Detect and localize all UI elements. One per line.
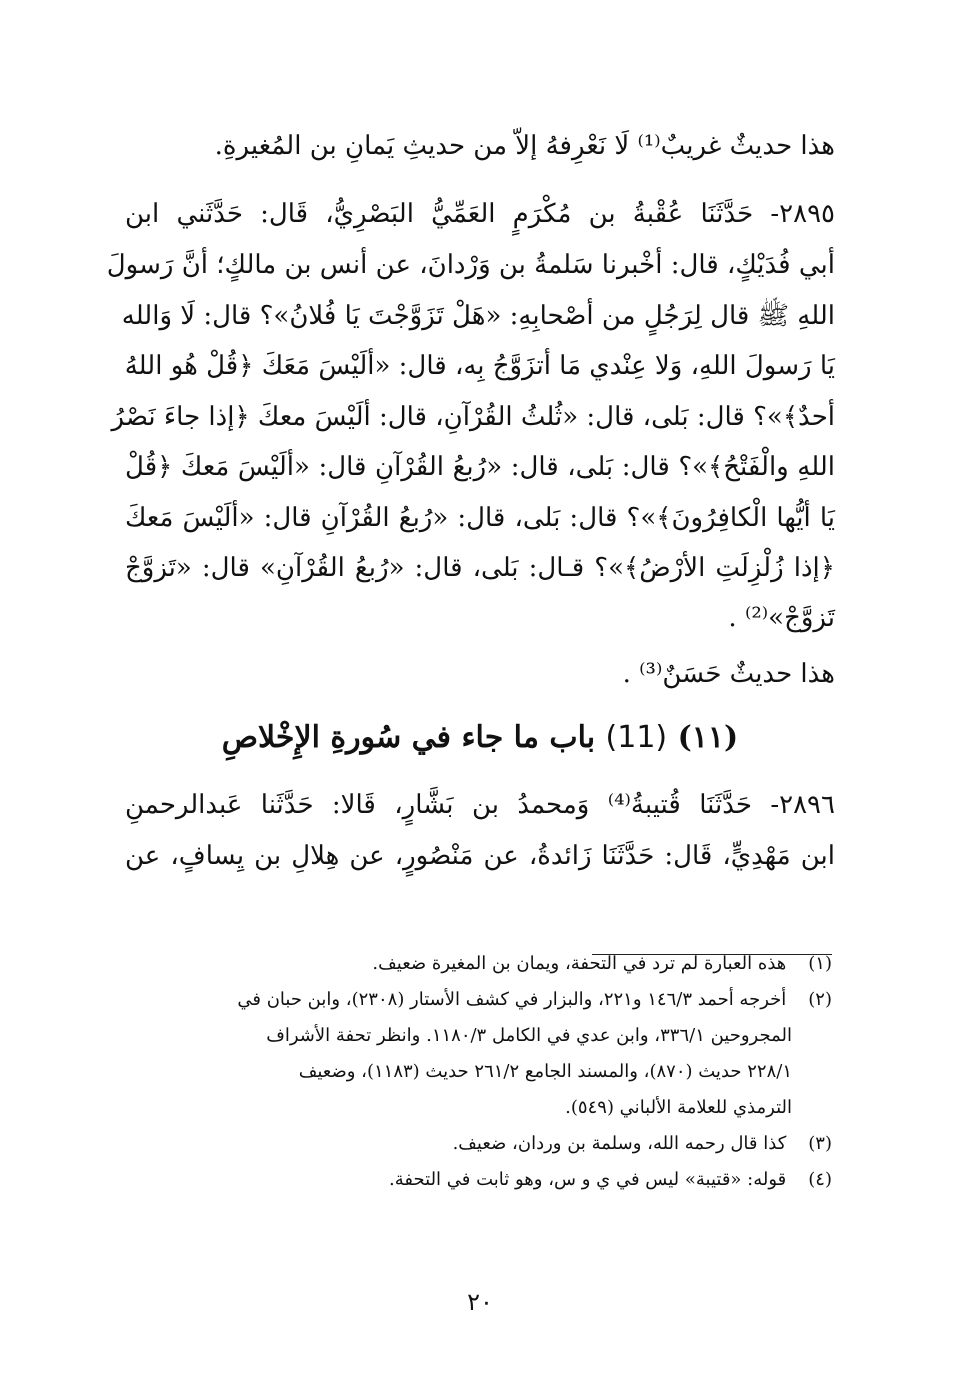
chapter-number-latin: (11) (605, 720, 668, 755)
text-line-12: ابن مَهْدِيٍّ، قَال: حَدَّثَنَا زَائدةُ، عن مَنْصُورٍ، عن هِلالِ بن يِسافٍ، عن (125, 841, 835, 871)
text-line-6: أحدٌ﴾»؟ قال: بَلى، قال: «ثُلثُ القُرْآنِ، قال: ألَيْسَ معكَ ﴿إذا جاءَ نَصْرُ (111, 402, 835, 432)
chapter-heading (125, 716, 835, 760)
footnote-text: أخرجه أحمد ١٤٦/٣ و٢٢١، والبزار في كشف الأستار (٢٣٠٨)، وابن حبان في (237, 989, 787, 1010)
text-line-9: ﴿إذا زُلْزِلَتِ الأرْضُ﴾»؟ قـال: بَلى، قال: «رُبعُ القُرْآنِ» قال: «تَزوَّجْ (125, 553, 835, 583)
chapter-number-arabic: (١١) (677, 720, 739, 755)
footnote-text: قوله: «قتيبة» ليس في ي و س، وهو ثابت في التحفة. (389, 1169, 787, 1190)
footnote-2-line-4: الترمذي للعلامة الألباني (٥٤٩). (565, 1097, 792, 1118)
footnote-number: (٤) (808, 1169, 832, 1190)
text-line-3: أبي فُدَيْكٍ، قال: أخْبرنا سَلمةُ بن وَرْدانَ، عن أنس بن مالكٍ؛ أنَّ رَسولَ (106, 250, 835, 280)
text-line-4: اللهِ ﷺ قال لِرَجُلٍ من أصْحابِهِ: «هَلْ تَزَوَّجْتَ يَا فُلانُ»؟ قال: لَا وَالله (121, 301, 835, 331)
footnote-1 (128, 948, 832, 980)
text-line-11: ٢٨٩٦- حَدَّثَنَا قُتيبةُ⁽⁴⁾ وَمحمدُ بن بَشَّارٍ، قَالا: حَدَّثَنا عَبدالرحمنِ (125, 790, 835, 820)
page-number: ٢٠ (467, 1288, 493, 1316)
text-line-8: يَا أيُّها الْكافِرُونَ﴾»؟ قال: بَلى، قال: «رُبعُ القُرْآنِ قال: «ألَيْسَ مَعكَ (125, 503, 835, 533)
text-line-7: اللهِ والْفَتْحُ﴾»؟ قال: بَلى، قال: «رُبعُ القُرْآنِ قال: «ألَيْسَ مَعكَ ﴿قُلْ (125, 452, 835, 482)
text-line-2: ٢٨٩٥- حَدَّثَنَا عُقْبةُ بن مُكْرَمٍ العَمِّيُّ البَصْرِيُّ، قَال: حَدَّثَني ابن (125, 199, 835, 229)
footnote-number: (١) (808, 953, 832, 974)
footnote-text: كذا قال رحمه الله، وسلمة بن وردان، ضعيف. (452, 1133, 787, 1154)
footnote-4 (128, 1164, 832, 1196)
text-line-5: يَا رَسولَ اللهِ، وَلا عِنْدي مَا أتزَوَّجُ بِه، قال: «ألَيْسَ مَعَكَ ﴿قُلْ هُو اللهُ (124, 351, 835, 381)
text-line-10: تَزوَّجْ»⁽²⁾ . (728, 603, 835, 633)
footnote-2-line-2: المجروحين ٣٣٦/١، وابن عدي في الكامل ١١٨٠/٣. وانظر تحفة الأشراف (266, 1025, 792, 1046)
footnote-2 (128, 984, 832, 1016)
footnote-text: هذه العبارة لم ترد في التحفة، ويمان بن المغيرة ضعيف. (372, 953, 787, 974)
text-line-1: هذا حديثٌ غريبٌ⁽¹⁾ لَا نَعْرِفهُ إلاّ من حديثِ يَمانِ بن المُغيرةِ. (214, 131, 835, 161)
footnote-number: (٣) (808, 1133, 832, 1154)
footnote-2-line-3: ٢٢٨/١ حديث (٨٧٠)، والمسند الجامع ٢٦١/٢ حديث (١١٨٣)، وضعيف (298, 1061, 792, 1082)
footnote-3 (128, 1128, 832, 1160)
hasan-line: هذا حديثٌ حَسَنٌ⁽³⁾ . (622, 659, 835, 689)
footnote-number: (٢) (808, 989, 832, 1010)
chapter-title: باب ما جاء في سُورةِ الإِخْلاصِ (221, 720, 596, 755)
